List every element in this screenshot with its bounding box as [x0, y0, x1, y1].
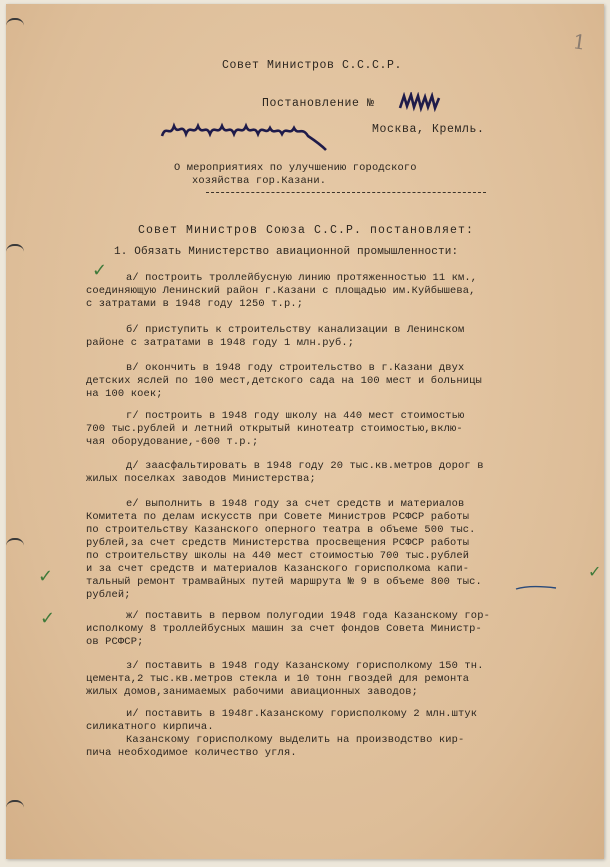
item-line: Комитета по делам искусств при Совете Министров РСФСР работы — [86, 511, 470, 523]
item-line: районе с затратами в 1948 году 1 млн.руб.; — [86, 337, 355, 349]
item-line: в/ окончить в 1948 году строительство в г.Казани двух — [126, 362, 465, 374]
item-line: детских яслей по 100 мест,детского сада на 100 мест и больницы — [86, 375, 482, 387]
item-line: жилых поселках заводов Министерства; — [86, 473, 316, 485]
date-scribble — [158, 114, 338, 156]
item-line: г/ построить в 1948 году школу на 440 мест стоимостью — [126, 410, 465, 422]
item-line: по строительству Казанского оперного театра в объеме 500 тыс. — [86, 524, 476, 536]
item-line: цемента,2 тыс.кв.метров стекла и 10 тонн гвоздей для ремонта — [86, 673, 470, 685]
item-line: Казанскому горисполкому выделить на производство кир- — [126, 734, 465, 746]
divider — [206, 192, 486, 193]
check-mark-icon: ✓ — [40, 608, 56, 629]
item-line: исполкому 8 троллейбусных машин за счет фондов Совета Министр- — [86, 623, 482, 635]
item-line: ж/ поставить в первом полугодии 1948 года Казанскому гор- — [126, 610, 490, 622]
item-line: ов РСФСР; — [86, 636, 144, 648]
decree-number-scribble — [398, 92, 442, 114]
item-line: рублей; — [86, 589, 131, 601]
binding-mark — [6, 244, 24, 252]
binding-mark — [6, 538, 24, 546]
item-line: рублей,за счет средств Министерства просвещения РСФСР работы — [86, 537, 470, 549]
item-line: е/ выполнить в 1948 году за счет средств и материалов — [126, 498, 465, 510]
item-line: тальный ремонт трамвайных путей маршрута № 9 в объеме 800 тыс. — [86, 576, 482, 588]
item-line: на 100 коек; — [86, 388, 163, 400]
item-line: и/ поставить в 1948г.Казанскому горисполкому 2 млн.штук — [126, 708, 478, 720]
item-line: чая оборудование,-600 т.р.; — [86, 436, 259, 448]
check-mark-icon: ✓ — [38, 566, 54, 587]
item-line: соединяющую Ленинский район г.Казани с площадью им.Куйбышева, — [86, 285, 476, 297]
underline-mark — [514, 584, 558, 592]
check-mark-icon: ✓ — [92, 260, 108, 281]
binding-mark — [6, 800, 24, 808]
council-heading: Совет Министров С.С.С.Р. — [222, 59, 403, 72]
item-line: пича необходимое количество угля. — [86, 747, 297, 759]
item-line: б/ приступить к строительству канализации в Ленинском — [126, 324, 465, 336]
item-line: жилых домов,занимаемых рабочими авиационных заводов; — [86, 686, 419, 698]
intro-text: Совет Министров Союза С.С.Р. постановляет: — [138, 224, 475, 237]
subject-line: хозяйства гор.Казани. — [192, 175, 327, 187]
subject-line: О мероприятиях по улучшению городского — [174, 162, 417, 174]
item-line: з/ поставить в 1948 году Казанскому горисполкому 150 тн. — [126, 660, 484, 672]
binding-mark — [6, 18, 24, 26]
item-line: 700 тыс.рублей и летний открытый кинотеатр стоимостью,вклю- — [86, 423, 463, 435]
item-line: и за счет средств и материалов Казанского горисполкома капи- — [86, 563, 470, 575]
item-line: а/ построить троллейбусную линию протяженностью 11 км., — [126, 272, 478, 284]
item-line: с затратами в 1948 году 1250 т.р.; — [86, 298, 304, 310]
item-line: силикатного кирпича. — [86, 721, 214, 733]
check-mark-icon: ✓ — [588, 562, 602, 581]
document-page — [6, 4, 604, 859]
place-label: Москва, Кремль. — [372, 123, 485, 136]
clause-1: 1. Обязать Министерство авиационной промышленности: — [114, 246, 459, 258]
page-number: 1 — [571, 29, 588, 55]
item-line: д/ заасфальтировать в 1948 году 20 тыс.кв.метров дорог в — [126, 460, 484, 472]
decree-label: Постановление № — [262, 97, 375, 110]
item-line: по строительству школы на 440 мест стоимостью 700 тыс.рублей — [86, 550, 470, 562]
